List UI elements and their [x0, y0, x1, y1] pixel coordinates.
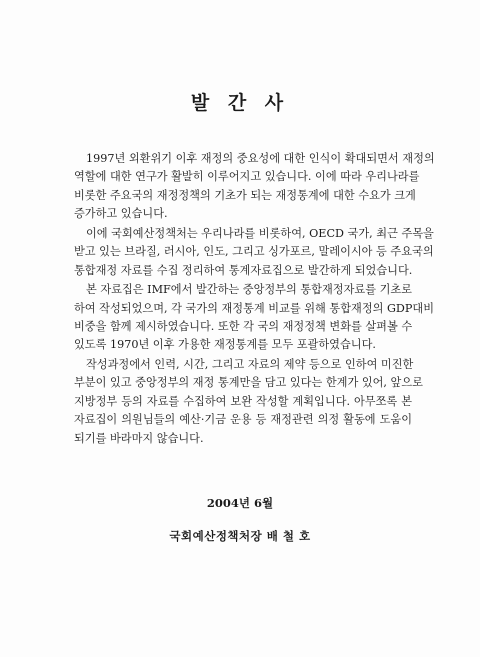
paragraph	[74, 281, 435, 355]
text-line: 비롯한 주요국의 재정정책의 기초가 되는 재정통계에 대한 수요가 크게	[74, 188, 416, 202]
text-line: 증가하고 있습니다.	[74, 207, 168, 221]
text-line: 역할에 대한 연구가 활발히 이루어지고 있습니다. 이에 따라 우리나라를	[74, 170, 420, 184]
publication-date: 2004년 6월	[206, 496, 274, 510]
text-line: 부분이 있고 중앙정부의 재정 통계만을 담고 있다는 한계가 있어, 앞으로	[74, 376, 423, 390]
signature: 국회예산정책처장 배 철 호	[169, 529, 311, 543]
text-line: 지방정부 등의 자료를 수집하여 보완 작성할 계획입니다. 아무쪼록 본	[74, 394, 412, 408]
text-line: 하여 작성되었으며, 각 국가의 재정통계 비교를 위해 통합재정의 GDP대비	[74, 301, 435, 315]
paragraph	[74, 225, 434, 280]
paragraph	[74, 150, 435, 224]
paragraph	[74, 356, 423, 448]
text-line: 되기를 바라마지 않습니다.	[74, 431, 204, 445]
text-line: 비중을 함께 제시하였습니다. 또한 각 국의 재정정책 변화를 살펴볼 수	[74, 320, 413, 334]
text-line: 있도록 1970년 이후 가용한 재정통계를 모두 포괄하였습니다.	[74, 338, 376, 352]
text-line: 본 자료집은 IMF에서 발간하는 중앙정부의 통합재정자료를 기초로	[86, 283, 412, 297]
text-line: 1997년 외환위기 이후 재정의 중요성에 대한 인식이 확대되면서 재정의	[86, 152, 435, 165]
text-line: 받고 있는 브라질, 러시아, 인도, 그리고 싱가포르, 말레이시아 등 주요국의	[74, 245, 434, 259]
text-line: 통합재정 자료를 수집 정리하여 통계자료집으로 발간하게 되었습니다.	[74, 263, 413, 277]
text-line: 이에 국회예산정책처는 우리나라를 비롯하여, OECD 국가, 최근 주목을	[86, 226, 434, 240]
page-title: 발 간 사	[190, 92, 290, 114]
foreword-body	[74, 150, 435, 449]
text-line: 작성과정에서 인력, 시간, 그리고 자료의 제약 등으로 인하여 미진한	[86, 358, 414, 372]
text-line: 자료집이 의원님들의 예산·기금 운용 등 재정관련 의정 활동에 도움이	[74, 413, 412, 427]
